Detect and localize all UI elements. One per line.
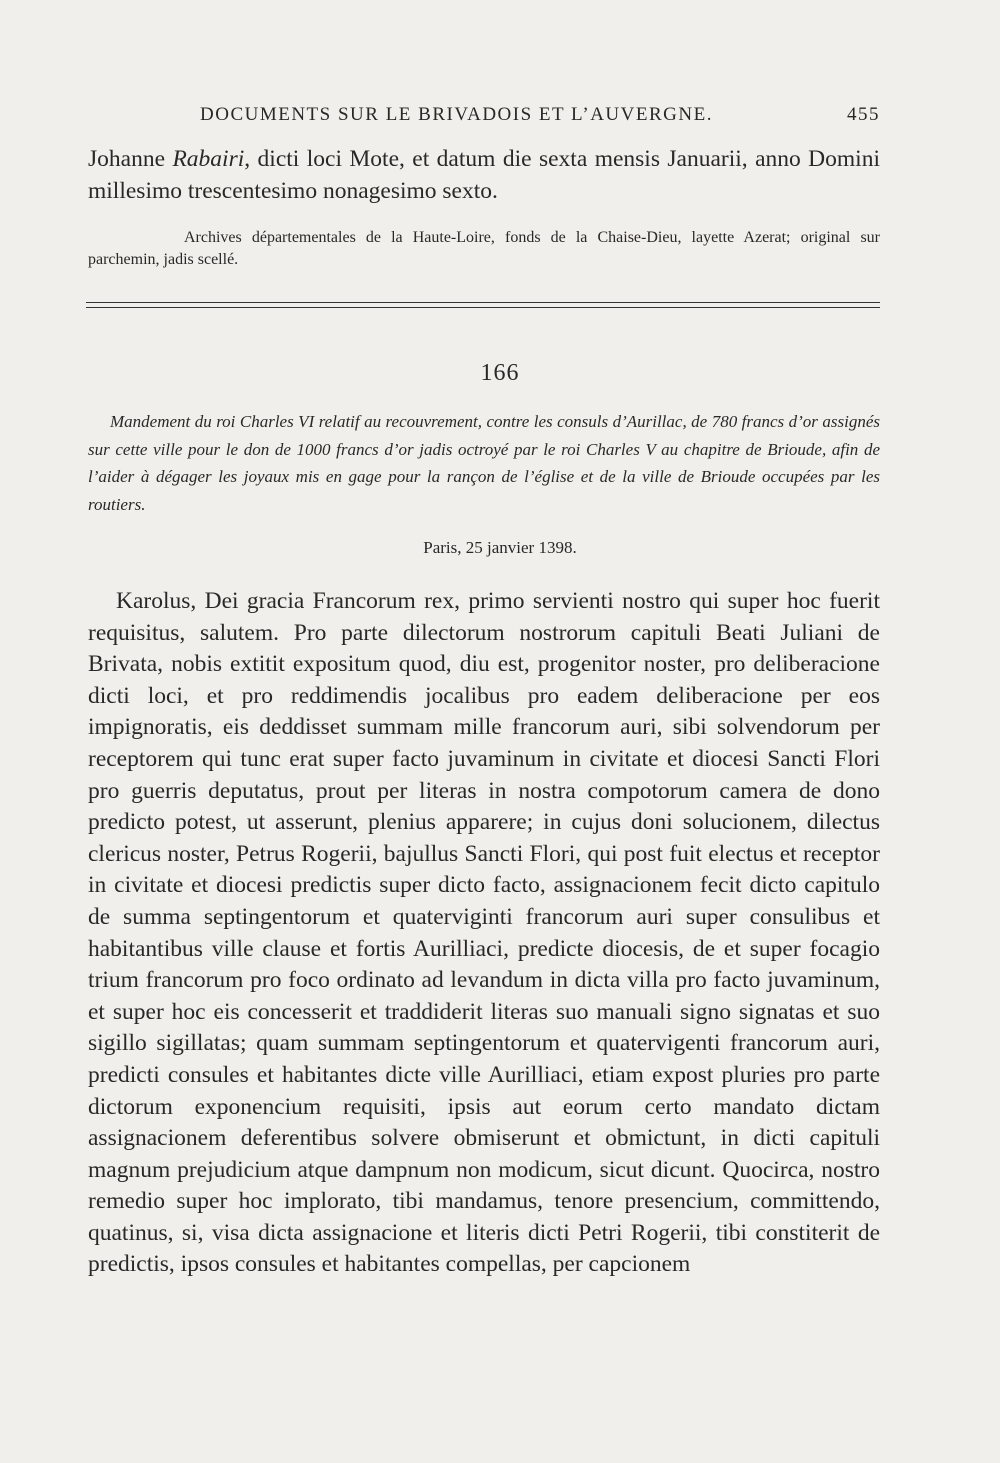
opening-italic-name: Rabairi bbox=[172, 146, 245, 172]
section-divider-rule bbox=[86, 302, 880, 308]
page-number: 455 bbox=[847, 104, 880, 125]
document-number: 166 bbox=[480, 360, 520, 386]
running-head bbox=[90, 104, 880, 134]
opening-text-end: , dicti loci Mote, et datum die sexta mensis Januarii, anno Domini millesimo trescentesimo nonagesimo sexto. bbox=[88, 146, 880, 204]
main-document-body: Karolus, Dei gracia Francorum rex, primo servienti nostro qui super hoc fuerit requisitus, salutem. Pro parte dilectorum nostrorum capituli Beati Juliani de Brivata, nobis extitit expositum quod, diu est, progenitor noster, pro deliberacione dicti loci, et pro reddimendis jocalibus pro eadem deliberacione per eos impignoratis, eis deddisset summam mille francorum auri, sibi solvendorum per receptorem qui tunc erat super facto juvaminum in civitate et diocesi Sancti Flori pro guerris deputatus, prout per literas in nostra compotorum camera de dono predicto potest, ut asserunt, plenius apparere; in cujus doni solucionem, dilectus clericus noster, Petrus Rogerii, bajullus Sancti Flori, qui post fuit electus et receptor in civitate et diocesi predictis super dicto facto, assignacionem fecit dicto capitulo de summa septingentorum et quaterviginti francorum auri super consulibus et habitantibus ville clause et fortis Aurilliaci, predicte diocesis, de et super focagio trium francorum pro foco ordinato ad levandum in dicta villa pro facto juvaminum, et super hoc eis concesserit et traddiderit literas suo manuali signo signatas et suo sigillo sigillatas; quam summam septingentorum et quatervigenti francorum auri, predicti consules et habitantes dicte ville Aurilliaci, etiam expost pluries pro parte dictorum exponencium requisiti, ipsis aut eorum certo mandato dictam assignacionem deferentibus solvere obmiserunt et obmictunt, in dicti capituli magnum prejudicium atque dampnum non modicum, sicut dicunt. Quocirca, nostro remedio super hoc implorato, tibi mandamus, tenore presencium, committendo, quatinus, si, visa dicta assignacione et literis dicti Petri Rogerii, tibi constiterit de predictis, ipsos consules et habitantes compellas, per capcionem bbox=[88, 588, 880, 1278]
opening-continuation bbox=[88, 144, 880, 207]
running-head-title: DOCUMENTS SUR LE BRIVADOIS ET L’AUVERGNE. bbox=[200, 104, 713, 125]
opening-text-start: Johanne bbox=[88, 146, 173, 172]
document-summary-heading bbox=[88, 408, 880, 518]
dateline: Paris, 25 janvier 1398. bbox=[423, 538, 577, 557]
main-document-text bbox=[88, 586, 880, 1281]
archival-source-note: Archives départementales de la Haute-Loire, fonds de la Chaise-Dieu, layette Azerat; original sur parchemin, jadis scellé. bbox=[88, 229, 880, 268]
document-summary-text: Mandement du roi Charles VI relatif au recouvrement, contre les consuls d’Aurillac, de 780 francs d’or assignés sur cette ville pour le don de 1000 francs d’or jadis octroyé par le roi Charles V au chapitre de Brioude, afin de l’aider à dégager les joyaux mis en gage pour la rançon de l’église et de la ville de Brioude occupées par les routiers. bbox=[88, 412, 880, 514]
